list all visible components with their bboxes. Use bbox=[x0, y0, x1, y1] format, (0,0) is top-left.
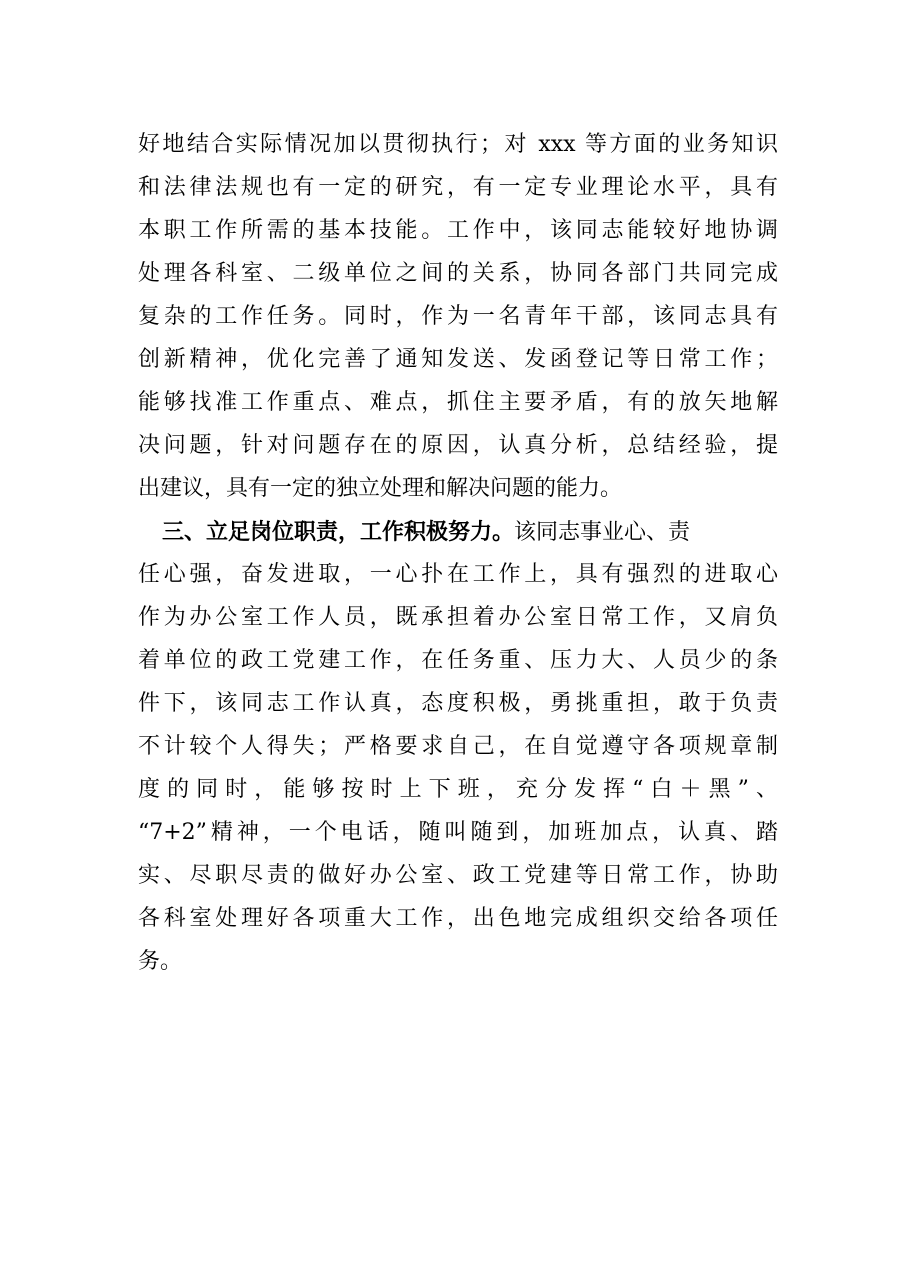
section-heading: 三、立足岗位职责，工作积极努力。 bbox=[162, 519, 515, 545]
paragraph-line: 度的同时，能够按时上下班，充分发挥“白＋黑”、 bbox=[138, 777, 778, 802]
paragraph-line: 件下，该同志工作认真，态度积极，勇挑重担，敢于负责 bbox=[138, 691, 778, 716]
paragraph-line: 作为办公室工作人员，既承担着办公室日常工作，又肩负 bbox=[138, 605, 778, 630]
paragraph-line: 各科室处理好各项重大工作，出色地完成组织交给各项任 bbox=[138, 906, 778, 931]
paragraph-line: 任心强，奋发进取，一心扑在工作上，具有强烈的进取心 bbox=[138, 562, 778, 587]
paragraph-line: 本职工作所需的基本技能。工作中，该同志能较好地协调 bbox=[138, 218, 778, 243]
paragraph-line: 决问题，针对问题存在的原因，认真分析，总结经验，提 bbox=[138, 433, 778, 458]
heading-continuation: 该同志事业心、责 bbox=[514, 520, 691, 545]
paragraph-line: 出建议，具有一定的独立处理和解决问题的能力。 bbox=[138, 476, 623, 501]
paragraph-line: 和法律法规也有一定的研究，有一定专业理论水平，具有 bbox=[138, 175, 778, 200]
paragraph-first-line bbox=[162, 513, 778, 551]
paragraph-line: 实、尽职尽责的做好办公室、政工党建等日常工作，协助 bbox=[138, 863, 778, 888]
paragraph-line: 处理各科室、二级单位之间的关系，协同各部门共同完成 bbox=[138, 261, 778, 286]
paragraph-line: 能够找准工作重点、难点，抓住主要矛盾，有的放矢地解 bbox=[138, 390, 778, 415]
paragraph-line: 务。 bbox=[138, 949, 183, 974]
paragraph-line: 好地结合实际情况加以贯彻执行；对 xxx 等方面的业务知识 bbox=[138, 132, 778, 157]
paragraph-line: “7+2”精神，一个电话，随叫随到，加班加点，认真、踏 bbox=[138, 820, 778, 845]
paragraph-line: 着单位的政工党建工作，在任务重、压力大、人员少的条 bbox=[138, 648, 778, 673]
paragraph-line: 不计较个人得失；严格要求自己，在自觉遵守各项规章制 bbox=[138, 734, 778, 759]
paragraph-line: 创新精神，优化完善了通知发送、发函登记等日常工作； bbox=[138, 347, 778, 372]
paragraph-line: 复杂的工作任务。同时，作为一名青年干部，该同志具有 bbox=[138, 304, 778, 329]
